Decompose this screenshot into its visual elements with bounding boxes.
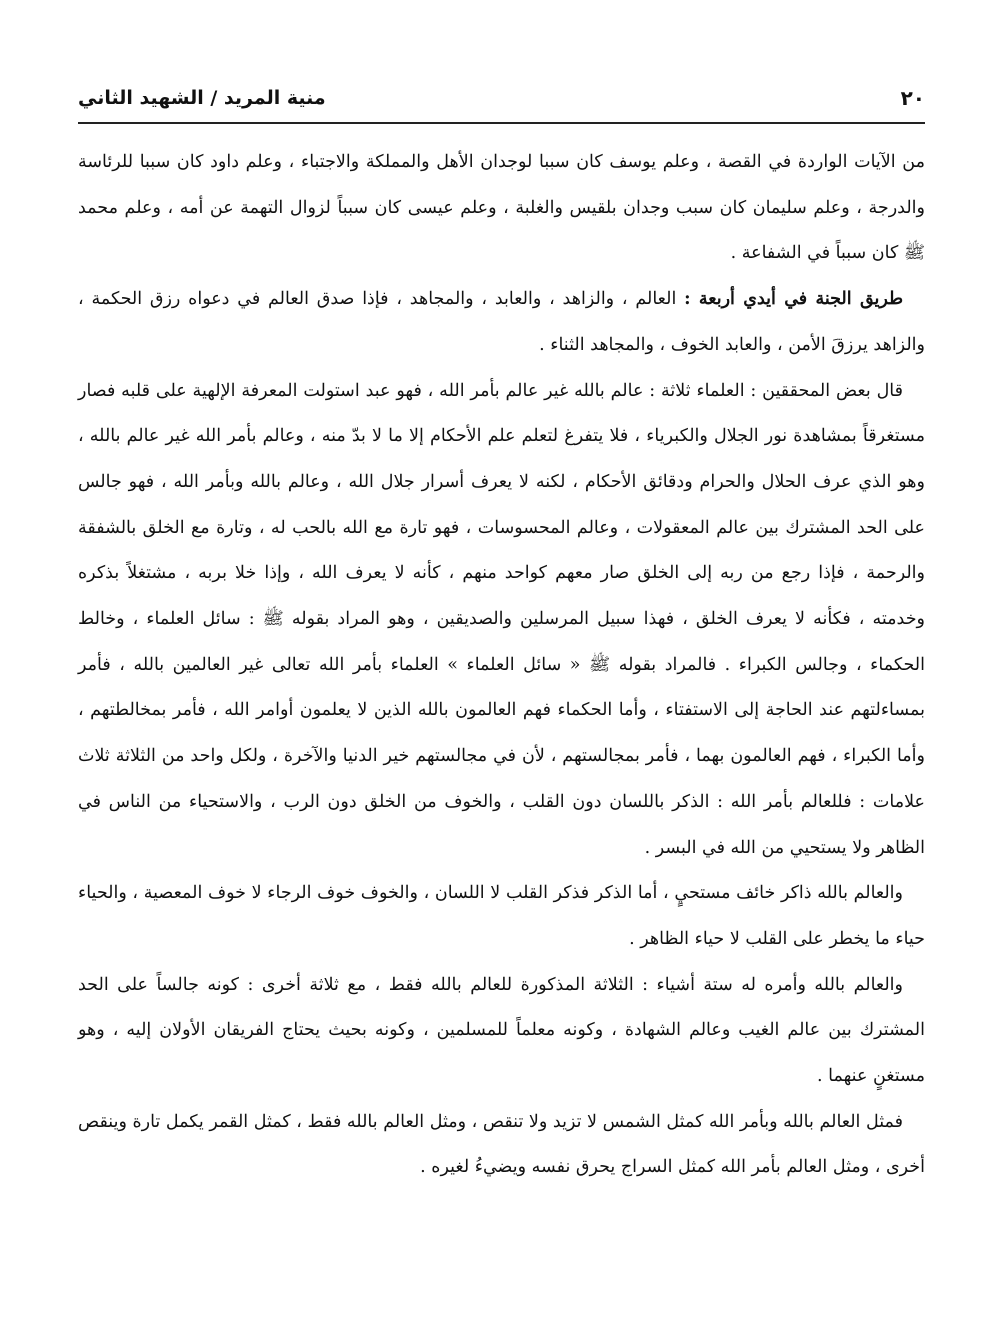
body-text [78,140,925,1191]
paragraph [78,871,925,962]
page-header [78,78,925,118]
paragraph-text: والعالم بالله ذاكر خائف مستحيٍ ، أما الذكر فذكر القلب لا اللسان ، والخوف خوف الرجاء لا خوف المعصية ، والحياء حياء ما يخطر على القلب لا حياء الظاهر . [78,883,925,949]
paragraph [78,369,925,872]
page-number: ٢٠ [900,86,925,110]
paragraph [78,277,925,368]
paragraph-text: العالم ، والزاهد ، والعابد ، والمجاهد ، فإذا صدق العالم في دعواه رزق الحكمة ، والزاهد يرزقَ الأمن ، والعابد الخوف ، والمجاهد الثناء . [78,289,925,355]
header-rule [78,122,925,124]
running-title: منية المريد / الشهيد الثاني [78,87,326,109]
paragraph-text: فمثل العالم بالله وبأمر الله كمثل الشمس لا تزيد ولا تنقص ، ومثل العالم بالله فقط ، كمثل القمر يكمل تارة وينقص أخرى ، ومثل العالم بأمر الله كمثل السراج يحرق نفسه ويضيءُ لغيره . [78,1111,925,1178]
paragraph [78,1100,925,1191]
paragraph [78,963,925,1100]
paragraph-lead: طريق الجنة في أيدي أربعة : [684,289,903,310]
paragraph-text: من الآيات الواردة في القصة ، وعلم يوسف كان سببا لوجدان الأهل والمملكة والاجتباء ، وعلم داود كان سببا للرئاسة والدرجة ، وعلم سليمان كان سبب وجدان بلقيس والغلبة ، وعلم عيسى كان سبباً لزوال التهمة عن أمه ، وعلم محمد ﷺ كان سبباً في الشفاعة . [78,152,925,264]
paragraph-text: قال بعض المحققين : العلماء ثلاثة : عالم بالله غير عالم بأمر الله ، فهو عبد استولت المعرفة الإلهية على قلبه فصار مستغرقاً بمشاهدة نور الجلال والكبرياء ، فلا يتفرغ لتعلم علم الأحكام إلا ما لا بدّ منه ، وعالم بأمر الله غير عالم بالله ، وهو الذي عرف الحلال والحرام ودقائق الأحكام ، لكنه لا يعرف أسرار جلال الله ، وعالم بالله وبأمر الله ، فهو جالس على الحد المشترك بين عالم المعقولات ، وعالم المحسوسات ، فهو تارة مع الله بالحب له ، وتارة مع الخلق بالشفقة والرحمة ، فإذا رجع من ربه إلى الخلق صار معهم كواحد منهم ، كأنه لا يعرف الله ، وإذا خلا بربه ، مشتغلاً بذكره وخدمته ، فكأنه لا يعرف الخلق ، فهذا سبيل المرسلين والصديقين ، وهو المراد بقوله ﷺ : سائل العلماء ، وخالط الحكماء ، وجالس الكبراء . فالمراد بقوله ﷺ « سائل العلماء » العلماء بأمر الله تعالى غير العالمين بالله ، فأمر بمساءلتهم عند الحاجة إلى الاستفتاء ، وأما الحكماء فهم العالمون بالله الذين لا يعلمون أوامر الله ، فأمر بمخالطتهم ، وأما الكبراء ، فهم العالمون بهما ، فأمر بمجالستهم ، لأن في مجالستهم خير الدنيا والآخرة ، ولكل واحد من الثلاثة ثلاث علامات : فللعالم بأمر الله : الذكر باللسان دون القلب ، والخوف من الخلق دون الرب ، والاستحياء من الناس في الظاهر ولا يستحيي من الله في البسر . [78,380,925,858]
paragraph-text: والعالم بالله وأمره له ستة أشياء : الثلاثة المذكورة للعالم بالله فقط ، مع ثلاثة أخرى : كونه جالساً على الحد المشترك بين عالم الغيب وعالم الشهادة ، وكونه معلماً للمسلمين ، وكونه بحيث يحتاج الفريقان الأولان إليه ، وهو مستغنٍ عنهما . [78,974,925,1087]
paragraph [78,140,925,277]
